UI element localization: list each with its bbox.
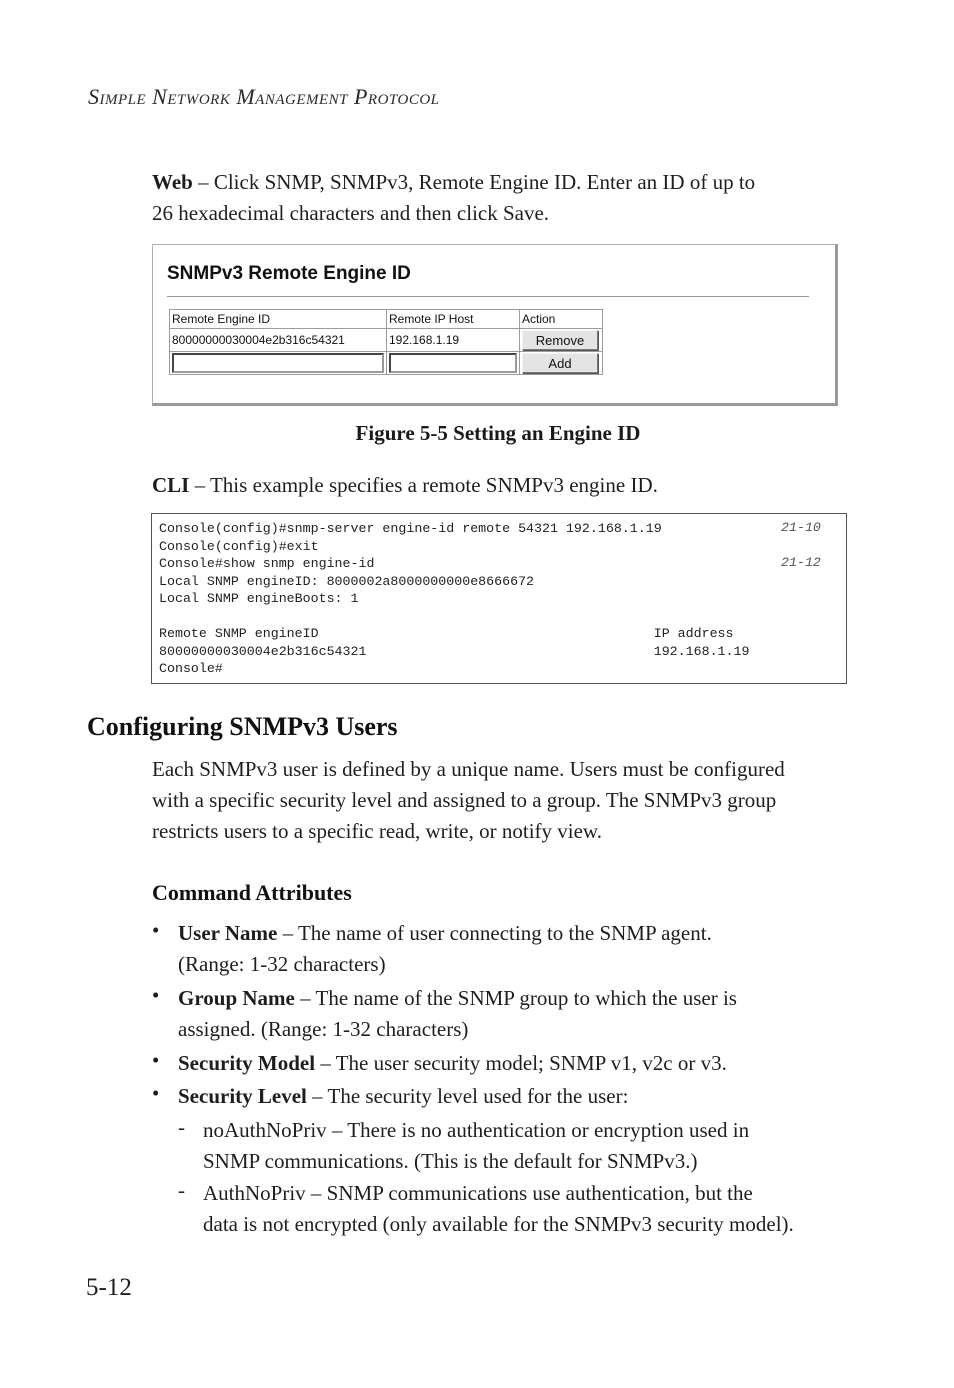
- cli-intro-text: – This example specifies a remote SNMPv3 engine ID.: [189, 473, 658, 497]
- list-item: [178, 983, 858, 1045]
- sub-item-line: SNMP communications. (This is the default for SNMPv3.): [203, 1149, 698, 1173]
- list-item: [178, 918, 858, 980]
- ui-panel-title: SNMPv3 Remote Engine ID: [167, 263, 411, 284]
- cli-line: Remote SNMP engineID IP address: [159, 626, 734, 641]
- running-header: Simple Network Management Protocol: [88, 84, 440, 109]
- paragraph-line: restricts users to a specific read, write, or notify view.: [152, 819, 602, 843]
- cli-intro: [152, 470, 658, 501]
- term-description: – The security level used for the user:: [306, 1084, 629, 1108]
- sub-item-line: AuthNoPriv – SNMP communications use authentication, but the: [203, 1181, 753, 1205]
- engine-id-input[interactable]: [172, 353, 384, 373]
- sub-heading: Command Attributes: [152, 880, 352, 905]
- sub-list-item: [203, 1178, 883, 1240]
- add-cell: [520, 352, 603, 375]
- web-label: Web: [152, 170, 193, 194]
- ip-host-input[interactable]: [389, 353, 517, 373]
- web-text-2: 26 hexadecimal characters and then click Save.: [152, 201, 550, 225]
- list-item: [178, 1081, 858, 1112]
- term: Security Model: [178, 1051, 316, 1075]
- term: User Name: [178, 921, 278, 945]
- section-heading: Configuring SNMPv3 Users: [87, 712, 398, 741]
- section-paragraph: [152, 754, 785, 847]
- cli-line: Console#: [159, 661, 223, 676]
- figure-screenshot: [152, 244, 838, 406]
- bullet-marker: •: [152, 1081, 160, 1105]
- dash-marker: -: [178, 1178, 185, 1202]
- cli-line: Local SNMP engineID: 8000002a8000000000e8666672: [159, 573, 535, 589]
- column-header-ip-host: Remote IP Host: [387, 310, 520, 329]
- term: Group Name: [178, 986, 295, 1010]
- remove-button[interactable]: Remove: [522, 330, 598, 350]
- cli-reference: 21-10: [781, 520, 821, 535]
- cli-line: Console(config)#exit: [159, 538, 319, 554]
- term-description: – The name of user connecting to the SNMP agent.: [277, 921, 712, 945]
- cli-line: Console#show snmp engine-id: [159, 556, 375, 571]
- engine-id-table: [169, 309, 603, 375]
- sub-item-line: data is not encrypted (only available for the SNMPv3 security model).: [203, 1212, 794, 1236]
- new-entry-row: [170, 352, 603, 375]
- bullet-marker: •: [152, 1048, 160, 1072]
- term-description: – The user security model; SNMP v1, v2c or v3.: [315, 1051, 727, 1075]
- ip-host-input-cell: [387, 352, 520, 375]
- table-header-row: [170, 310, 603, 329]
- cli-reference: 21-12: [781, 555, 821, 570]
- ip-host-cell: 192.168.1.19: [387, 329, 520, 352]
- column-header-action: Action: [520, 310, 603, 329]
- list-item: [178, 1048, 858, 1079]
- paragraph-line: Each SNMPv3 user is defined by a unique name. Users must be configured: [152, 757, 785, 781]
- page-number: 5-12: [86, 1274, 132, 1301]
- sub-item-line: noAuthNoPriv – There is no authentication or encryption used in: [203, 1118, 750, 1142]
- engine-id-input-cell: [170, 352, 387, 375]
- action-cell: [520, 329, 603, 352]
- add-button[interactable]: Add: [522, 353, 598, 373]
- sub-list-item: [203, 1115, 863, 1177]
- term: Security Level: [178, 1084, 307, 1108]
- bullet-marker: •: [152, 983, 160, 1007]
- paragraph-line: with a specific security level and assigned to a group. The SNMPv3 group: [152, 788, 777, 812]
- column-header-engine-id: Remote Engine ID: [170, 310, 387, 329]
- term-description: – The name of the SNMP group to which the user is: [294, 986, 737, 1010]
- ui-divider: [167, 296, 809, 297]
- cli-line: Local SNMP engineBoots: 1: [159, 591, 359, 606]
- web-instructions: [152, 167, 755, 229]
- cli-label: CLI: [152, 473, 190, 497]
- cli-line: 80000000030004e2b316c54321 192.168.1.19: [159, 643, 750, 659]
- dash-marker: -: [178, 1115, 185, 1139]
- cli-example-box: [151, 513, 847, 684]
- term-description: assigned. (Range: 1-32 characters): [178, 1017, 469, 1041]
- cli-line: Console(config)#snmp-server engine-id remote 54321 192.168.1.19: [159, 521, 662, 536]
- bullet-marker: •: [152, 918, 160, 942]
- table-row: [170, 329, 603, 352]
- engine-id-cell: 80000000030004e2b316c54321: [170, 329, 387, 352]
- figure-caption: Figure 5-5 Setting an Engine ID: [355, 421, 641, 445]
- web-text: – Click SNMP, SNMPv3, Remote Engine ID. Enter an ID of up to: [192, 170, 756, 194]
- term-description: (Range: 1-32 characters): [178, 952, 386, 976]
